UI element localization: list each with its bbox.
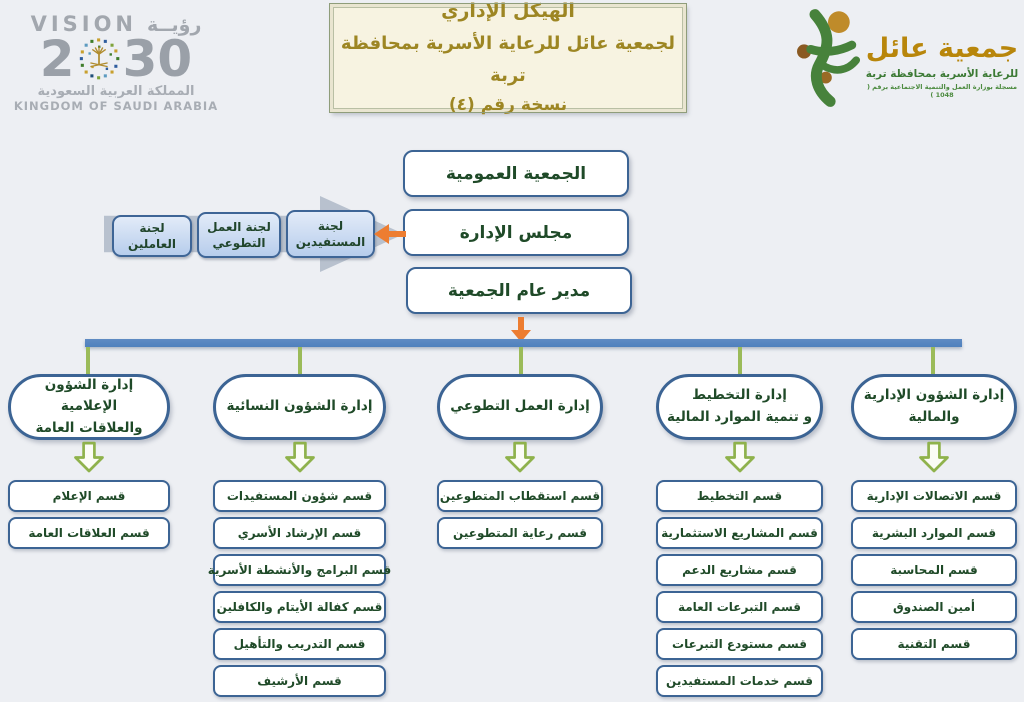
section-node (213, 480, 386, 512)
section-label: قسم الأرشيف (257, 674, 342, 688)
section-node (851, 517, 1017, 549)
vision-country-ar: المملكة العربية السعودية (37, 84, 195, 99)
section-node (213, 591, 386, 623)
association-figure-icon (793, 8, 863, 108)
departments-rail (85, 339, 962, 347)
department-column-media (8, 374, 170, 549)
rail-drop-4 (738, 347, 742, 375)
node-general-assembly (403, 150, 629, 197)
association-logo (793, 8, 1021, 108)
committee-volunteer-work (197, 212, 281, 258)
section-node (8, 480, 170, 512)
section-label: قسم الموارد البشرية (871, 526, 997, 540)
section-node (437, 480, 603, 512)
section-label: قسم المحاسبة (890, 563, 978, 577)
vision-en-label: VISION (30, 12, 138, 36)
node-board-label: مجلس الإدارة (459, 222, 573, 243)
section-label: قسم التبرعات العامة (677, 600, 802, 614)
committee-volunteer-work-label: لجنة العمل التطوعي (207, 219, 271, 250)
committee-beneficiaries-label: لجنة المستفيدين (295, 218, 366, 249)
section-node (656, 517, 823, 549)
green-down-arrow-icon (71, 441, 107, 474)
section-label: أمين الصندوق (893, 600, 975, 614)
section-node (656, 591, 823, 623)
committee-workers-label: لجنة العاملين (128, 220, 176, 251)
section-node (851, 480, 1017, 512)
department-column-women (207, 374, 392, 697)
vision-year (6, 30, 226, 88)
section-node (656, 665, 823, 697)
section-label: قسم البرامج والأنشطة الأسرية (207, 563, 392, 577)
section-label: قسم الإعلام (52, 489, 126, 503)
section-node (213, 665, 386, 697)
section-node (437, 517, 603, 549)
node-general-manager (406, 267, 632, 314)
section-node (851, 628, 1017, 660)
section-node (851, 554, 1017, 586)
department-admin-finance-label-1: إدارة الشؤون الإدارية (863, 387, 1005, 404)
department-volunteer-node (437, 374, 603, 440)
vision-2030-logo (6, 12, 226, 113)
section-node (656, 628, 823, 660)
section-label: قسم خدمات المستفيدين (666, 674, 813, 688)
section-node (656, 554, 823, 586)
department-volunteer-label-1: إدارة العمل التطوعي (450, 398, 590, 415)
section-label: قسم شؤون المستفيدات (226, 489, 373, 503)
department-column-volunteer (437, 374, 603, 549)
vision-country-en: KINGDOM OF SAUDI ARABIA (13, 99, 219, 113)
chart-title-line2: لجمعية عائل للرعاية الأسرية بمحافظة تربة (340, 33, 676, 86)
green-down-arrow-icon (282, 441, 318, 474)
section-node (8, 517, 170, 549)
board-to-committees-arrow-icon (374, 224, 406, 244)
chart-title-box (330, 0, 686, 116)
rail-drop-2 (298, 347, 302, 375)
association-registration: مسجلة بوزارة العمل والتنمية الاجتماعية برقم ( 1048 ) (866, 82, 1018, 99)
department-column-planning (656, 374, 823, 697)
vision-wordmark (6, 12, 226, 36)
vision-year-prefix: 2 (39, 30, 75, 88)
section-label: قسم كفالة الأيتام والكافلين (216, 600, 383, 614)
section-label: قسم استقطاب المتطوعين (439, 489, 601, 503)
section-label: قسم مستودع التبرعات (672, 637, 807, 651)
node-general-assembly-label: الجمعية العمومية (445, 163, 587, 184)
section-node (213, 517, 386, 549)
section-label: قسم التقنية (897, 637, 971, 651)
section-node (656, 480, 823, 512)
section-node (213, 628, 386, 660)
chart-title-line1: الهيكل الإداري (441, 0, 575, 22)
association-tagline: للرعاية الأسرية بمحافظة تربة (865, 67, 1019, 80)
node-general-manager-label: مدير عام الجمعية (447, 280, 591, 301)
section-node (851, 591, 1017, 623)
committee-beneficiaries (286, 210, 375, 258)
department-media-label-1: إدارة الشؤون الإعلامية (44, 376, 134, 415)
section-label: قسم التخطيط (696, 489, 783, 503)
rail-drop-3 (519, 347, 523, 375)
section-label: قسم العلاقات العامة (28, 526, 150, 540)
section-node (207, 554, 392, 586)
department-women-node (213, 374, 386, 440)
chart-title-line3: نسخة رقم (٤) (448, 95, 568, 116)
vision-ar-label: رؤيــة (147, 14, 202, 36)
association-name: جمعية عائل (865, 33, 1019, 64)
rail-drop-5 (931, 347, 935, 375)
green-down-arrow-icon (722, 441, 758, 474)
department-women-label-1: إدارة الشؤون النسائية (226, 398, 373, 415)
department-planning-node (656, 374, 823, 440)
green-down-arrow-icon (916, 441, 952, 474)
rail-drop-1 (86, 347, 90, 375)
node-board (403, 209, 629, 256)
section-label: قسم التدريب والتأهيل (233, 637, 366, 651)
department-planning-label-1: إدارة التخطيط (692, 387, 787, 404)
department-admin-finance-node (851, 374, 1017, 440)
section-label: قسم الاتصالات الإدارية (866, 489, 1002, 503)
section-label: قسم رعاية المتطوعين (453, 526, 587, 540)
section-label: قسم الإرشاد الأسري (237, 526, 362, 540)
department-column-admin-finance (851, 374, 1017, 660)
committees-group (104, 196, 404, 272)
department-admin-finance-label-2: والمالية (908, 409, 960, 425)
association-logo-text (863, 8, 1021, 99)
department-planning-label-2: و تنمية الموارد المالية (667, 409, 812, 425)
section-label: قسم المشاريع الاستثمارية (661, 526, 818, 540)
department-media-node (8, 374, 170, 440)
department-media-label-2: والعلاقات العامة (35, 419, 143, 436)
committee-workers (112, 215, 192, 257)
saudi-emblem-icon (76, 36, 122, 82)
green-down-arrow-icon (502, 441, 538, 474)
vision-year-suffix: 30 (122, 30, 193, 88)
section-label: قسم مشاريع الدعم (682, 563, 797, 577)
